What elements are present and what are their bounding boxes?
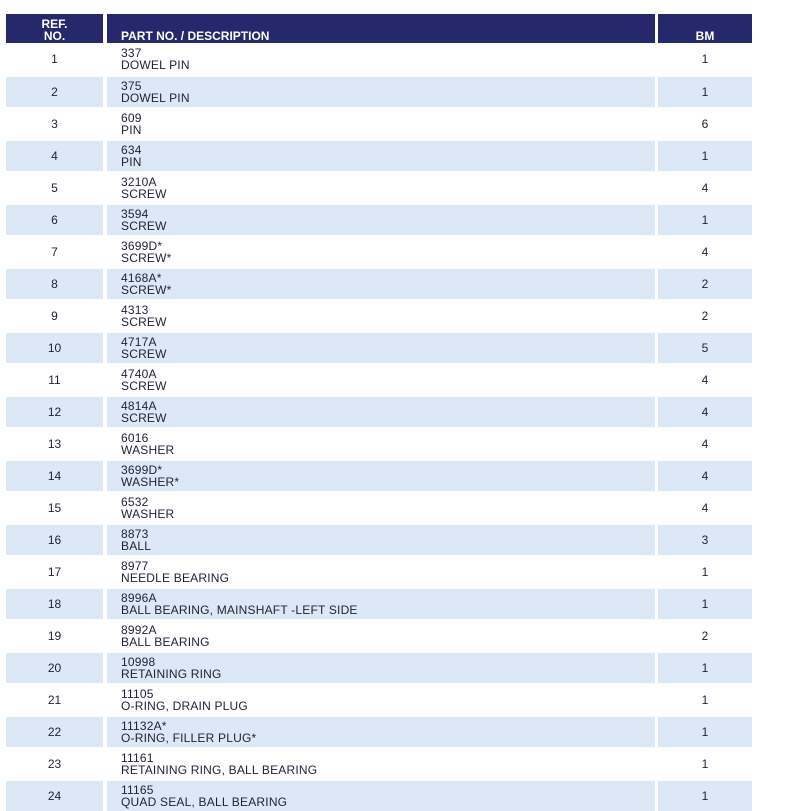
table-row: [6, 427, 752, 459]
part-description-cell: [107, 235, 655, 267]
part-number: 10998: [121, 655, 156, 669]
part-description-header: PART NO. / DESCRIPTION: [107, 14, 655, 43]
ref-no-cell: 16: [6, 523, 103, 555]
ref-no-cell: 6: [6, 203, 103, 235]
part-description-cell: [107, 427, 655, 459]
table-row: [6, 587, 752, 619]
ref-no-cell: 15: [6, 491, 103, 523]
table-row: [6, 43, 752, 75]
part-number: 6016: [121, 431, 149, 445]
ref-no-cell: 21: [6, 683, 103, 715]
table-row: [6, 107, 752, 139]
ref-no-cell: 20: [6, 651, 103, 683]
ref-no-cell: 23: [6, 747, 103, 779]
ref-no-cell: 18: [6, 587, 103, 619]
part-description-cell: [107, 395, 655, 427]
part-description-cell: [107, 171, 655, 203]
part-number: 3699D*: [121, 463, 163, 477]
part-description-cell: [107, 523, 655, 555]
ref-no-header-line2: NO.: [43, 29, 66, 43]
bm-quantity-cell: 1: [658, 779, 752, 811]
part-number: 609: [121, 111, 142, 125]
table-row: [6, 139, 752, 171]
bm-quantity-cell: 1: [658, 555, 752, 587]
part-description-cell: [107, 267, 655, 299]
part-number: 11132A*: [121, 719, 167, 733]
part-description: SCREW: [121, 347, 167, 361]
ref-no-cell: 5: [6, 171, 103, 203]
ref-no-header-line1: REF.: [41, 17, 68, 31]
part-description-cell: [107, 779, 655, 811]
bm-quantity-cell: 1: [658, 203, 752, 235]
part-description-cell: [107, 299, 655, 331]
part-description-cell: [107, 75, 655, 107]
part-number: 8992A: [121, 623, 157, 637]
part-description: BALL BEARING, MAINSHAFT -LEFT SIDE: [121, 603, 358, 617]
bm-quantity-cell: 4: [658, 459, 752, 491]
table-row: [6, 203, 752, 235]
table-row: [6, 715, 752, 747]
part-description: SCREW*: [121, 283, 172, 297]
part-number: 11165: [121, 783, 154, 797]
part-description: RETAINING RING: [121, 667, 222, 681]
part-number: 375: [121, 79, 142, 93]
part-description-cell: [107, 363, 655, 395]
part-number: 337: [121, 46, 142, 60]
part-description-cell: [107, 587, 655, 619]
part-description-cell: [107, 619, 655, 651]
part-description: PIN: [121, 155, 142, 169]
part-description: DOWEL PIN: [121, 58, 190, 72]
ref-no-cell: 11: [6, 363, 103, 395]
bm-quantity-cell: 1: [658, 43, 752, 75]
part-number: 11105: [121, 687, 154, 701]
part-description-cell: [107, 459, 655, 491]
part-number: 4740A: [121, 367, 157, 381]
part-description-cell: [107, 139, 655, 171]
ref-no-cell: 19: [6, 619, 103, 651]
bm-quantity-cell: 2: [658, 619, 752, 651]
bm-quantity-cell: 4: [658, 427, 752, 459]
part-number: 4814A: [121, 399, 157, 413]
table-row: [6, 75, 752, 107]
ref-no-cell: 22: [6, 715, 103, 747]
part-description-cell: [107, 107, 655, 139]
bm-quantity-cell: 4: [658, 363, 752, 395]
bm-quantity-cell: 4: [658, 235, 752, 267]
part-description-cell: [107, 715, 655, 747]
part-number: 4313: [121, 303, 149, 317]
ref-no-cell: 3: [6, 107, 103, 139]
bm-quantity-cell: 1: [658, 139, 752, 171]
part-number: 4168A*: [121, 271, 162, 285]
table-row: [6, 523, 752, 555]
table-row: [6, 395, 752, 427]
part-description-cell: [107, 747, 655, 779]
part-description: SCREW: [121, 187, 167, 201]
table-header-row: [6, 14, 752, 43]
bm-quantity-cell: 1: [658, 75, 752, 107]
part-description: WASHER: [121, 507, 175, 521]
bm-header: BM: [658, 14, 752, 43]
bm-quantity-cell: 4: [658, 171, 752, 203]
table-row: [6, 779, 752, 811]
table-row: [6, 747, 752, 779]
bm-quantity-cell: 6: [658, 107, 752, 139]
part-number: 4717A: [121, 335, 157, 349]
ref-no-cell: 9: [6, 299, 103, 331]
bm-quantity-cell: 3: [658, 523, 752, 555]
part-description-cell: [107, 555, 655, 587]
table-row: [6, 459, 752, 491]
part-description: RETAINING RING, BALL BEARING: [121, 763, 318, 777]
ref-no-cell: 14: [6, 459, 103, 491]
part-description: SCREW: [121, 315, 167, 329]
part-number: 8977: [121, 559, 149, 573]
part-description: WASHER: [121, 443, 175, 457]
ref-no-cell: 7: [6, 235, 103, 267]
part-description-cell: [107, 683, 655, 715]
part-number: 634: [121, 143, 142, 157]
ref-no-cell: 4: [6, 139, 103, 171]
table-row: [6, 555, 752, 587]
parts-table-body: [6, 43, 752, 811]
part-description: SCREW: [121, 379, 167, 393]
bm-quantity-cell: 1: [658, 587, 752, 619]
part-description-cell: [107, 331, 655, 363]
bm-quantity-cell: 1: [658, 747, 752, 779]
table-row: [6, 491, 752, 523]
part-number: 3210A: [121, 175, 157, 189]
bm-quantity-cell: 4: [658, 491, 752, 523]
part-description-cell: [107, 43, 655, 75]
part-description: SCREW: [121, 219, 167, 233]
bm-quantity-cell: 5: [658, 331, 752, 363]
bm-quantity-cell: 1: [658, 683, 752, 715]
part-number: 11161: [121, 751, 154, 765]
parts-list-table: [6, 14, 752, 811]
part-number: 8873: [121, 527, 149, 541]
part-description: QUAD SEAL, BALL BEARING: [121, 795, 288, 809]
bm-quantity-cell: 1: [658, 651, 752, 683]
part-description: SCREW: [121, 411, 167, 425]
part-number: 8996A: [121, 591, 157, 605]
table-row: [6, 299, 752, 331]
bm-quantity-cell: 2: [658, 299, 752, 331]
part-number: 6532: [121, 495, 149, 509]
part-number: 3594: [121, 207, 149, 221]
table-row: [6, 235, 752, 267]
table-row: [6, 267, 752, 299]
table-row: [6, 331, 752, 363]
part-description: NEEDLE BEARING: [121, 571, 230, 585]
table-row: [6, 651, 752, 683]
part-description: SCREW*: [121, 251, 172, 265]
part-description-cell: [107, 203, 655, 235]
ref-no-header: [6, 14, 103, 43]
table-row: [6, 171, 752, 203]
part-description: DOWEL PIN: [121, 91, 190, 105]
part-description: WASHER*: [121, 475, 180, 489]
ref-no-cell: 2: [6, 75, 103, 107]
ref-no-cell: 8: [6, 267, 103, 299]
table-row: [6, 683, 752, 715]
ref-no-cell: 10: [6, 331, 103, 363]
ref-no-cell: 12: [6, 395, 103, 427]
part-description: O-RING, DRAIN PLUG: [121, 699, 248, 713]
part-description-cell: [107, 491, 655, 523]
bm-quantity-cell: 1: [658, 715, 752, 747]
ref-no-cell: 17: [6, 555, 103, 587]
table-row: [6, 363, 752, 395]
part-description: O-RING, FILLER PLUG*: [121, 731, 257, 745]
part-description: PIN: [121, 123, 142, 137]
table-row: [6, 619, 752, 651]
ref-no-cell: 13: [6, 427, 103, 459]
part-description: BALL: [121, 539, 152, 553]
ref-no-cell: 24: [6, 779, 103, 811]
bm-quantity-cell: 4: [658, 395, 752, 427]
ref-no-cell: 1: [6, 43, 103, 75]
bm-quantity-cell: 2: [658, 267, 752, 299]
part-number: 3699D*: [121, 239, 163, 253]
part-description: BALL BEARING: [121, 635, 210, 649]
part-description-cell: [107, 651, 655, 683]
